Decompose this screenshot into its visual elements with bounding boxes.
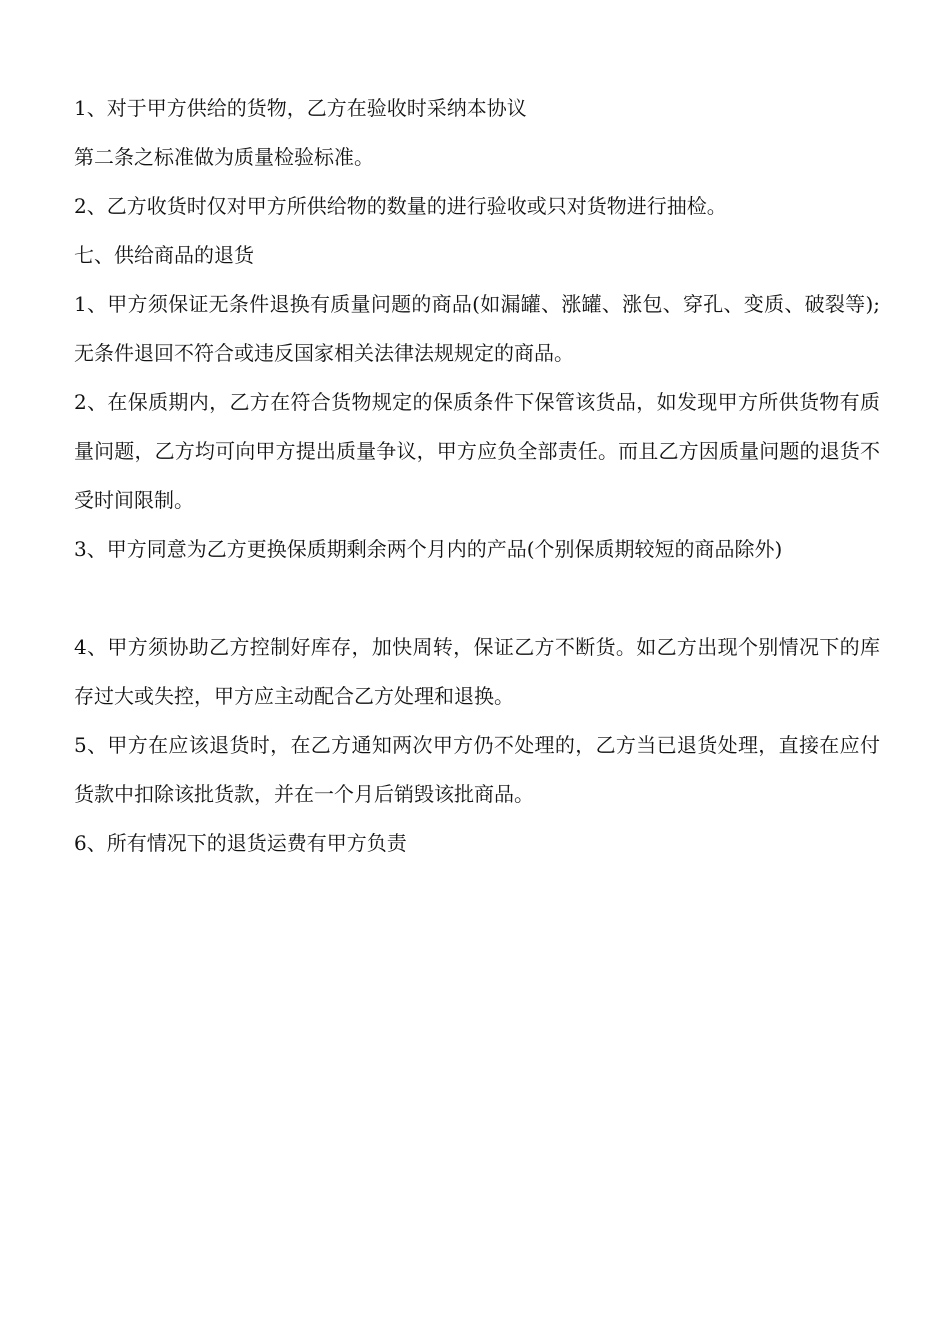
document-body	[74, 84, 880, 868]
paragraph-acceptance-standard-cont: 第二条之标准做为质量检验标准。	[74, 145, 374, 169]
paragraph-acceptance-standard: 1、对于甲方供给的货物，乙方在验收时采纳本协议	[74, 96, 527, 120]
paragraph-receiving-inspection: 2、乙方收货时仅对甲方所供给物的数量的进行验收或只对货物进行抽检。	[74, 194, 727, 218]
paragraph-return-freight: 6、所有情况下的退货运费有甲方负责	[74, 831, 407, 855]
section-heading-returns: 七、供给商品的退货	[74, 243, 254, 267]
paragraph-return-notification: 5、甲方在应该退货时，在乙方通知两次甲方仍不处理的，乙方当已退货处理，直接在应付货款中扣除该批货款，并在一个月后销毁该批商品。	[74, 733, 880, 806]
paragraph-near-expiry-exchange: 3、甲方同意为乙方更换保质期剩余两个月内的产品(个别保质期较短的商品除外)	[74, 537, 783, 561]
blank-line	[74, 574, 880, 623]
paragraph-shelf-life-quality: 2、在保质期内，乙方在符合货物规定的保质条件下保管该货品，如发现甲方所供货物有质量问题，乙方均可向甲方提出质量争议，甲方应负全部责任。而且乙方因质量问题的退货不受时间限制。	[74, 390, 880, 512]
paragraph-inventory-control: 4、甲方须协助乙方控制好库存，加快周转，保证乙方不断货。如乙方出现个别情况下的库存过大或失控，甲方应主动配合乙方处理和退换。	[74, 635, 880, 708]
paragraph-unconditional-returns: 1、甲方须保证无条件退换有质量问题的商品(如漏罐、涨罐、涨包、穿孔、变质、破裂等);无条件退回不符合或违反国家相关法律法规规定的商品。	[74, 292, 880, 365]
